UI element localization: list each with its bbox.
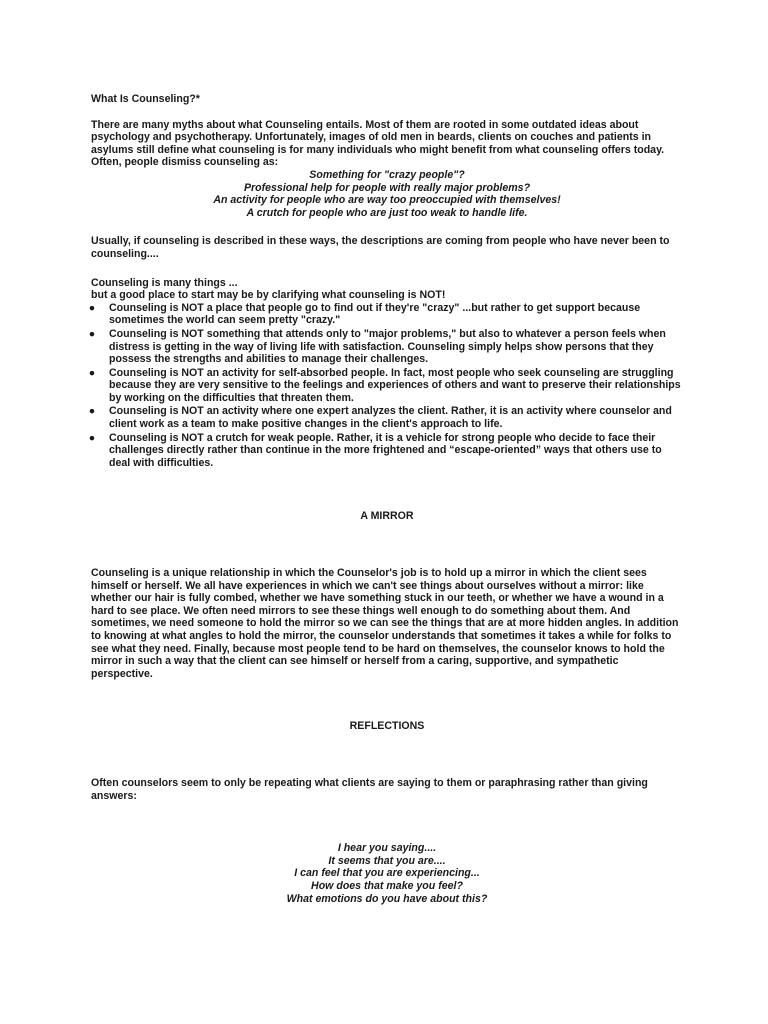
myth-line: An activity for people who are way too preoccupied with themselves! xyxy=(213,194,561,207)
many-things-line: Counseling is many things ... xyxy=(91,276,238,289)
phrases-list xyxy=(91,842,683,905)
reflections-heading: REFLECTIONS xyxy=(349,720,425,733)
document-page xyxy=(88,93,683,905)
mirror-heading: A MIRROR xyxy=(360,510,414,523)
bullet-icon: ● xyxy=(88,327,96,340)
list-item xyxy=(88,431,683,470)
list-item xyxy=(88,301,683,327)
bullet-icon: ● xyxy=(88,405,96,418)
mirror-paragraph: Counseling is a unique relationship in which the Counselor's job is to hold up a mirror in which the client sees himself or herself. We all have experiences in which we can't see things about ourselves without a mirror: like whether our hair is fully combed, whether we have something stuck in our teeth, or whether we have a wound in a hard to see place. We often need mirrors to see these things well enough to do something about them. And sometimes, we need someone to hold the mirror so we can see the things that are at more hidden angles. In addition to knowing at what angles to hold the mirror, the counselor understands that sometimes it takes a while for folks to see what they need. Finally, because most people tend to be hard on themselves, the counselor knows to hold the mirror in such a way that the client can see himself or herself from a caring, supportive, and sympathetic perspective. xyxy=(91,567,679,680)
list-item xyxy=(88,405,683,431)
myth-line: Something for "crazy people"? xyxy=(309,168,465,181)
list-item-text: Counseling is NOT a crutch for weak people. Rather, it is a vehicle for strong people who decide to face their challenges directly rather than continue in the more frightened and “escape-oriented” ways that others use to deal with difficulties. xyxy=(109,431,662,469)
myth-line: A crutch for people who are just too weak to handle life. xyxy=(246,206,528,219)
list-item-text: Counseling is NOT an activity where one expert analyzes the client. Rather, it is an activity where counselor and client work as a team to make positive changes in the client's approach to life. xyxy=(109,405,672,431)
list-item xyxy=(88,366,683,405)
phrase-line: What emotions do you have about this? xyxy=(286,892,488,905)
list-item-text: Counseling is NOT an activity for self-absorbed people. In fact, most people who seek counseling are struggling because they are very sensitive to the feelings and experiences of others and want to preserve their relationships by working on the difficulties that threaten them. xyxy=(109,366,681,404)
phrase-line: I hear you saying.... xyxy=(337,842,437,855)
myths-list xyxy=(91,169,683,219)
list-item xyxy=(88,327,683,366)
reflections-paragraph: Often counselors seem to only be repeating what clients are saying to them or paraphrasing rather than giving answers: xyxy=(91,776,648,802)
myth-line: Professional help for people with really major problems? xyxy=(243,181,531,194)
list-item-text: Counseling is NOT a place that people go to find out if they're "crazy" ...but rather to get support because sometimes the world can seem pretty "crazy." xyxy=(109,301,641,327)
intro-paragraph: There are many myths about what Counseling entails. Most of them are rooted in some outdated ideas about psychology and psychotherapy. Unfortunately, images of old men in beards, clients on couches and patients in asylums still define what counseling is for many individuals who might benefit from what counseling offers today. Often, people dismiss counseling as: xyxy=(91,118,665,169)
usually-paragraph: Usually, if counseling is described in these ways, the descriptions are coming from people who have never been to counseling.... xyxy=(91,235,670,260)
phrase-line: It seems that you are.... xyxy=(328,854,446,867)
clarify-line: but a good place to start may be by clarifying what counseling is NOT! xyxy=(91,289,446,302)
phrase-line: I can feel that you are experiencing... xyxy=(294,867,480,880)
not-list xyxy=(88,301,683,470)
bullet-icon: ● xyxy=(88,301,96,314)
page-title: What Is Counseling?* xyxy=(91,93,200,105)
list-item-text: Counseling is NOT something that attends only to "major problems," but also to whatever a person feels when distress is getting in the way of living life with satisfaction. Counseling simply helps show persons that they possess the strengths and abilities to manage their challenges. xyxy=(109,327,666,366)
phrase-line: How does that make you feel? xyxy=(311,879,463,892)
bullet-icon: ● xyxy=(88,366,96,379)
bullet-icon: ● xyxy=(88,431,96,444)
